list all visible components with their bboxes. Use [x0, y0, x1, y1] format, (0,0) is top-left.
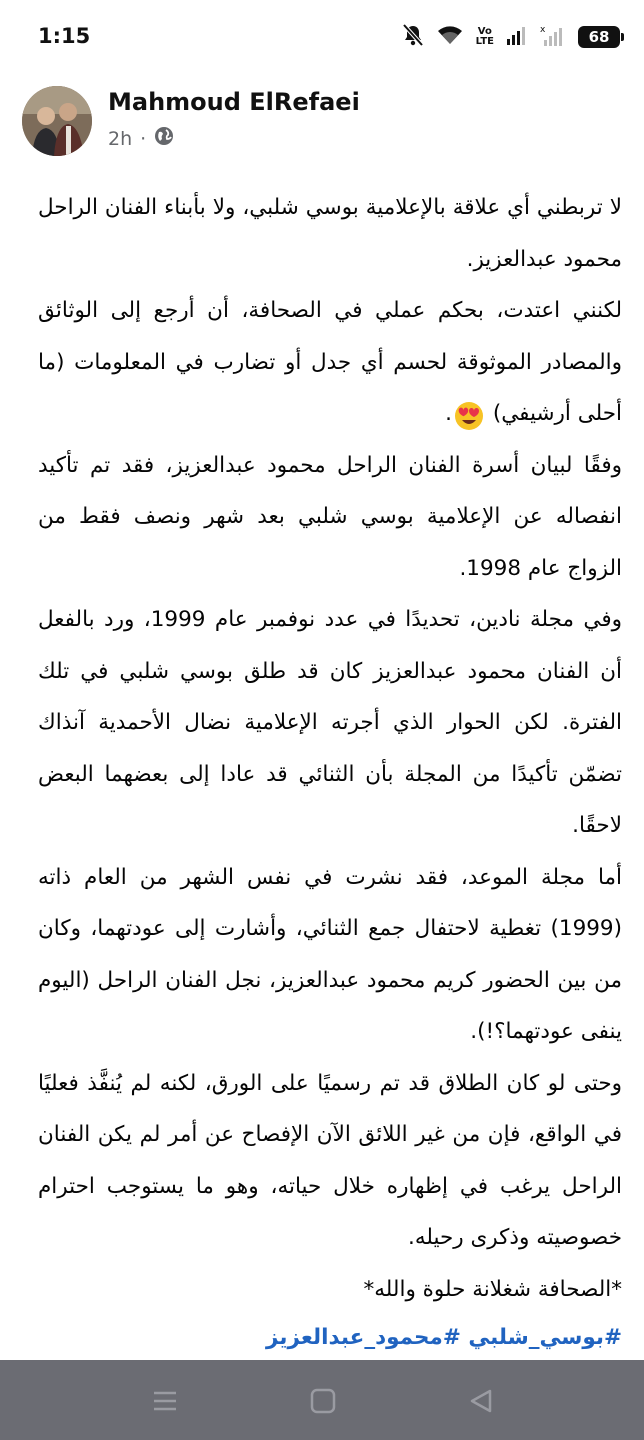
system-nav-bar — [0, 1360, 644, 1440]
post-meta — [108, 126, 174, 151]
post-paragraph-7: *الصحافة شغلانة حلوة والله* — [363, 1276, 622, 1302]
post-paragraph-6: وحتى لو كان الطلاق قد تم رسميًا على الورق، لكنه لم يُنفَّذ فعليًا في الواقع، فإن من غير اللائق الآن الإفصاح عن أمر لم يكن الفنان الراحل يرغب في إظهاره خلال حياته، وهو ما يستوجب احترام خصوصيته وذكرى رحيله. — [38, 1070, 622, 1250]
signal-icon — [506, 25, 528, 49]
avatar[interactable] — [22, 86, 92, 156]
post-paragraph-5: أما مجلة الموعد، فقد نشرت في نفس الشهر من العام ذاته (1999) تغطية لاحتفال جمع الثنائي، وأشارت إلى عودتهما، وكان من بين الحضور كريم محمود عبدالعزيز، نجل الفنان الراحل (اليوم ينفى عودتهما؟!). — [38, 864, 622, 1044]
post-paragraph-1: لا تربطني أي علاقة بالإعلامية بوسي شلبي، ولا بأبناء الفنان الراحل محمود عبدالعزيز. — [38, 195, 622, 272]
volte-bottom-label: LTE — [475, 36, 494, 47]
battery-icon — [578, 26, 620, 48]
post-paragraph-3: وفقًا لبيان أسرة الفنان الراحل محمود عبدالعزيز، فقد تم تأكيد انفصاله عن الإعلامية بوسي شلبي بعد شهر ونصف فقط من الزواج عام 1998. — [38, 452, 622, 581]
wifi-icon — [436, 24, 464, 50]
post-time[interactable]: 2h — [108, 127, 133, 150]
post-paragraph-2 — [38, 285, 622, 440]
mute-bell-icon — [402, 23, 424, 51]
home-icon[interactable] — [308, 1386, 338, 1416]
author-name[interactable]: Mahmoud ElRefaei — [108, 88, 360, 116]
post-body — [38, 182, 622, 1315]
status-time: 1:15 — [38, 24, 91, 48]
post-header — [22, 82, 622, 158]
svg-text:x: x — [540, 25, 546, 35]
signal-no-service-icon — [540, 24, 566, 50]
post-paragraph-4: وفي مجلة نادين، تحديدًا في عدد نوفمبر عام 1999، ورد بالفعل أن الفنان محمود عبدالعزيز كان قد طلق بوسي شلبي في تلك الفترة. لكن الحوار الذي أجرته الإعلامية نضال الأحمدية آنذاك تضمّن تأكيدًا من المجلة بأن الثنائي قد عادا إلى بعضهما البعض لاحقًا. — [38, 607, 622, 838]
post-paragraph-2-text: لكنني اعتدت، بحكم عملي في الصحافة، أن أرجع إلى الوثائق والمصادر الموثوقة لحسم أي جدل أو تضارب في المعلومات (ما أحلى أرشيفي) — [38, 298, 622, 426]
meta-separator: · — [140, 127, 147, 150]
globe-icon[interactable] — [154, 126, 174, 151]
heart-eyes-emoji — [454, 399, 484, 429]
battery-level: 68 — [588, 28, 610, 46]
volte-top-label: Vo — [477, 26, 492, 37]
recent-apps-icon[interactable] — [150, 1386, 180, 1416]
emoji-suffix: . — [445, 401, 452, 426]
status-icons — [402, 22, 620, 52]
hashtags — [38, 1318, 622, 1358]
volte-icon — [476, 27, 494, 47]
back-icon[interactable] — [466, 1386, 496, 1416]
hashtag-link[interactable]: #محمود_عبدالعزيز — [266, 1325, 461, 1350]
status-bar — [0, 0, 644, 76]
hashtag-link[interactable]: #بوسي_شلبي — [468, 1325, 622, 1350]
